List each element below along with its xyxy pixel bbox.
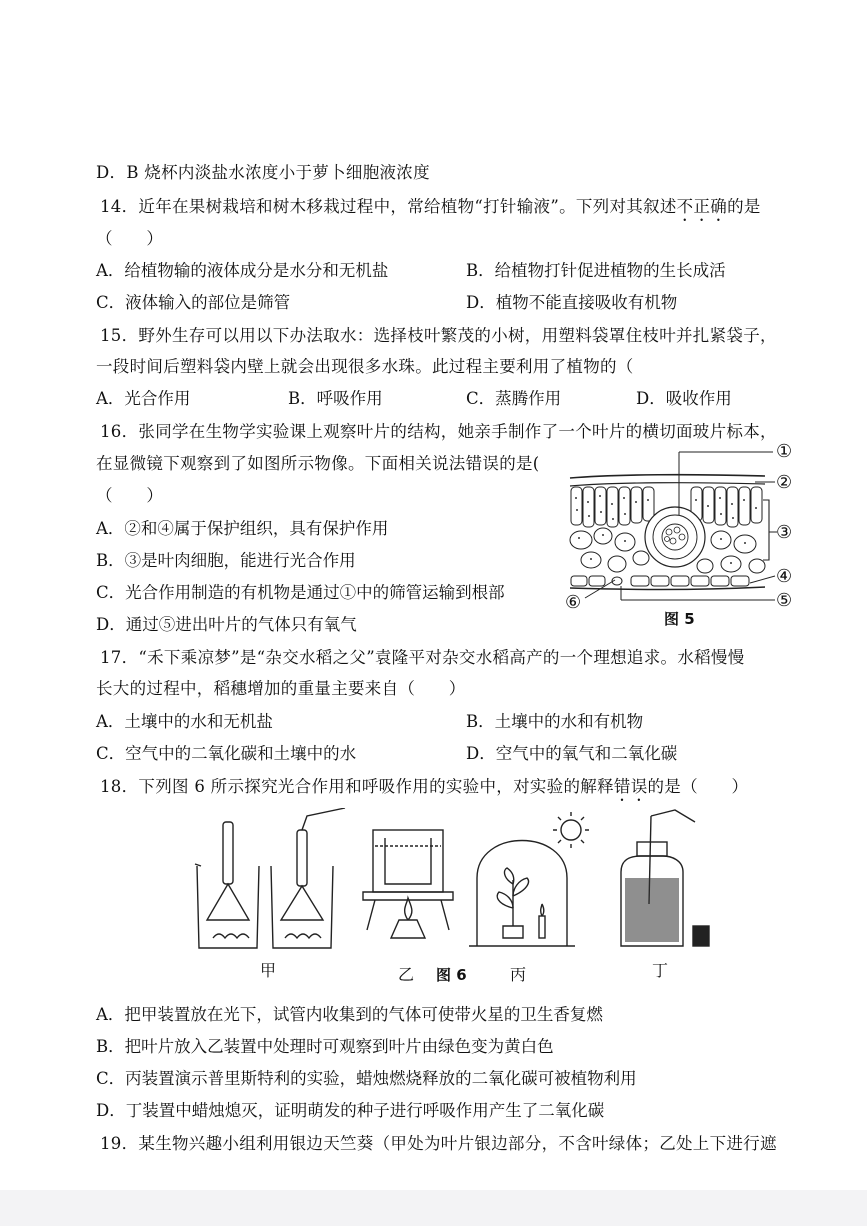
- figure-5-caption: 图 5: [664, 610, 695, 628]
- q16-stem-line2: 在显微镜下观察到了如图所示物像。下面相关说法错误的是(: [96, 454, 540, 473]
- q17-stem-line2: 长大的过程中，稻穗增加的重量主要来自（ ）: [96, 679, 466, 698]
- leaf-cross-section-figure: [555, 440, 800, 630]
- q17-option-a: A．土壤中的水和无机盐: [96, 712, 273, 731]
- q18-option-b: B．把叶片放入乙装置中处理时可观察到叶片由绿色变为黄白色: [96, 1037, 554, 1056]
- q18-option-d: D．丁装置中蜡烛熄灭，证明萌发的种子进行呼吸作用产生了二氧化碳: [96, 1101, 605, 1120]
- q16-option-c: C．光合作用制造的有机物是通过①中的筛管运输到根部: [96, 583, 505, 602]
- q16-option-a: A．②和④属于保护组织，具有保护作用: [96, 519, 389, 538]
- emphasis-text: 错误: [613, 777, 648, 796]
- leaf-marker-3: ③: [776, 522, 793, 543]
- q14-option-d: D．植物不能直接吸收有机物: [466, 293, 678, 312]
- q14-option-b: B．给植物打针促进植物的生长成活: [466, 261, 726, 280]
- q16-stem-line1: 16．张同学在生物学实验课上观察叶片的结构，她亲手制作了一个叶片的横切面玻片标本，: [100, 422, 777, 441]
- experiment-figure: [185, 808, 715, 968]
- q14-stem: 14．近年在果树栽培和树木移栽过程中，常给植物“打针输液”。下列对其叙述不正确的是: [100, 197, 761, 216]
- q17-option-d: D．空气中的氧气和二氧化碳: [466, 744, 678, 763]
- q15-stem-line1: 15．野外生存可以用以下办法取水：选择枝叶繁茂的小树，用塑料袋罩住枝叶并扎紧袋子，: [100, 326, 777, 345]
- q17-option-b: B．土壤中的水和有机物: [466, 712, 644, 731]
- emphasis-text: 不正确: [676, 197, 728, 216]
- q14-answer-paren: （ ）: [96, 229, 164, 248]
- q18-option-a: A．把甲装置放在光下，试管内收集到的气体可使带火星的卫生香复燃: [96, 1005, 603, 1024]
- q17-option-c: C．空气中的二氧化碳和土壤中的水: [96, 744, 357, 763]
- q14-option-c: C．液体输入的部位是筛管: [96, 293, 291, 312]
- fig6-part-yi: 乙: [398, 965, 415, 984]
- q18-option-c: C．丙装置演示普里斯特利的实验，蜡烛燃烧释放的二氧化碳可被植物利用: [96, 1069, 637, 1088]
- leaf-marker-2: ②: [776, 472, 793, 493]
- q13-option-d: D．B 烧杯内淡盐水浓度小于萝卜细胞液浓度: [96, 163, 430, 182]
- fig6-part-bing: 丙: [510, 965, 527, 984]
- q16-answer-paren: （ ）: [96, 486, 164, 505]
- q15-stem-line2: 一段时间后塑料袋内壁上就会出现很多水珠。此过程主要利用了植物的（: [96, 357, 634, 376]
- q15-option-c: C．蒸腾作用: [466, 389, 562, 408]
- page-bottom-strip: [0, 1190, 867, 1226]
- leaf-marker-5: ⑤: [776, 590, 793, 611]
- q15-option-a: A．光合作用: [96, 389, 191, 408]
- leaf-marker-4: ④: [776, 566, 793, 587]
- fig6-part-ding: 丁: [652, 961, 669, 980]
- q15-option-b: B．呼吸作用: [288, 389, 383, 408]
- q17-stem-line1: 17．“禾下乘凉梦”是“杂交水稻之父”袁隆平对杂交水稻高产的一个理想追求。水稻慢慢: [100, 648, 745, 667]
- q19-stem-line1: 19．某生物兴趣小组利用银边天竺葵（甲处为叶片银边部分，不含叶绿体；乙处上下进行遮: [100, 1134, 777, 1153]
- q15-option-d: D．吸收作用: [636, 389, 732, 408]
- q18-stem: 18．下列图 6 所示探究光合作用和呼吸作用的实验中，对实验的解释错误的是（ ）: [100, 777, 749, 796]
- q16-option-d: D．通过⑤进出叶片的气体只有氧气: [96, 615, 357, 634]
- q16-option-b: B．③是叶肉细胞，能进行光合作用: [96, 551, 356, 570]
- leaf-marker-6: ⑥: [565, 592, 582, 613]
- figure-6-caption: 图 6: [436, 966, 467, 984]
- leaf-marker-1: ①: [776, 441, 793, 462]
- q14-option-a: A．给植物输的液体成分是水分和无机盐: [96, 261, 389, 280]
- fig6-part-jia: 甲: [260, 961, 277, 980]
